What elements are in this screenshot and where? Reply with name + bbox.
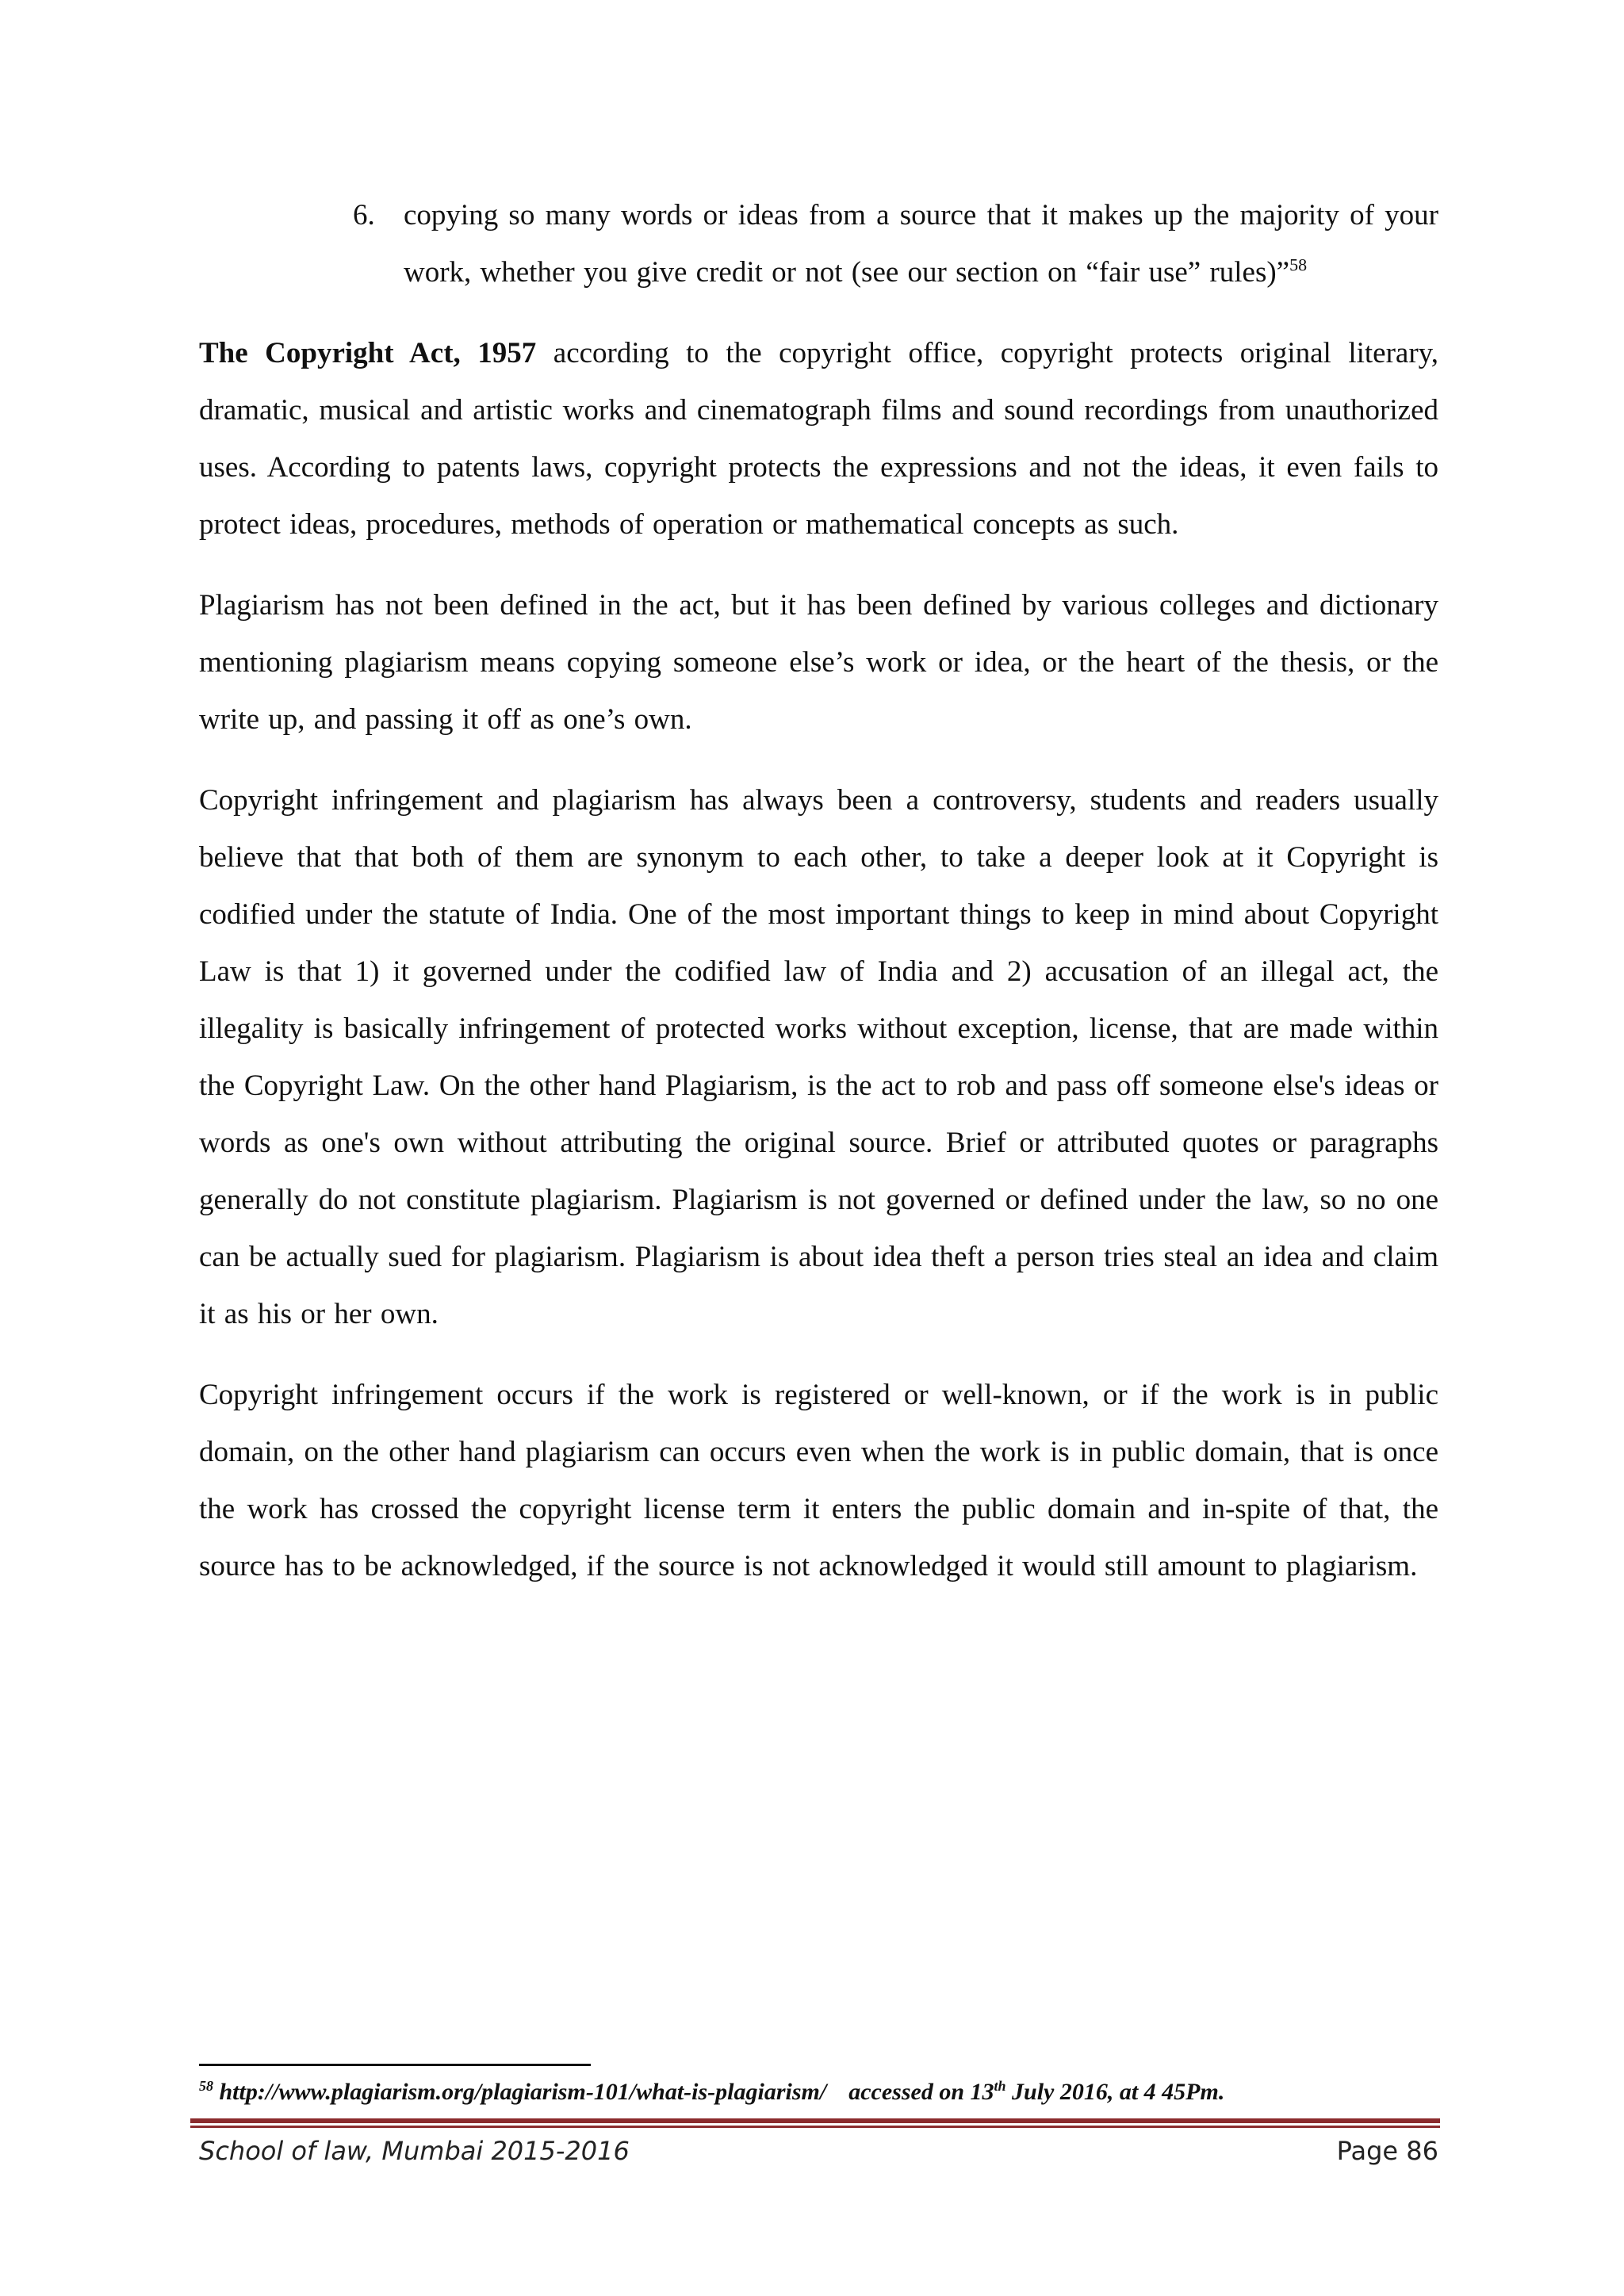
footnote-accessed-rest: July 2016, at 4 45Pm. [1005,2079,1225,2105]
footnote-accessed: accessed on 13 [848,2079,994,2105]
paragraph-copyright-act [199,325,1438,553]
copyright-act-heading: The Copyright Act, 1957 [199,337,537,369]
paragraph-public-domain: Copyright infringement occurs if the work is registered or well-known, or if the work is in public domain, on the other hand plagiarism can occurs even when the work is in public domain, that is once the work has crossed the copyright license term it enters the public domain and in-spite of that, the source has to be acknowledged, if the source is not acknowledged it would still amount to plagiarism. [199,1379,1438,1582]
footnote-ref[interactable]: 58 [1289,254,1308,275]
page-body [199,187,1438,1619]
footer-institution: School of law, Mumbai 2015-2016 [199,2136,630,2166]
list-item-6 [353,187,1438,301]
footnote-separator [199,2064,591,2066]
paragraph-text: according to the copyright office, copyright protects original literary, dramatic, musical and artistic works and cinematograph films and sound recordings from unauthorized uses. According to patents laws, copyright protects the expressions and not the ideas, it even fails to protect ideas, procedures, methods of operation or mathematical concepts as such. [199,337,1438,541]
footnote-url[interactable]: http://www.plagiarism.org/plagiarism-101/what-is-plagiarism/ [219,2079,827,2105]
paragraph-plagiarism-definition: Plagiarism has not been defined in the act, but it has been defined by various colleges and dictionary mentioning plagiarism means copying someone else’s work or idea, or the heart of the thesis, or the write up, and passing it off as one’s own. [199,589,1438,736]
paragraph-infringement-vs-plagiarism: Copyright infringement and plagiarism has always been a controversy, students and readers usually believe that that both of them are synonym to each other, to take a deeper look at it Copyright is codified under the statute of India. One of the most important things to keep in mind about Copyright Law is that 1) it governed under the codified law of India and 2) accusation of an illegal act, the illegality is basically infringement of protected works without exception, license, that are made within the Copyright Law. On the other hand Plagiarism, is the act to rob and pass off someone else's ideas or words as one's own without attributing the original source. Brief or attributed quotes or paragraphs generally do not constitute plagiarism. Plagiarism is not governed or defined under the law, so no one can be actually sued for plagiarism. Plagiarism is about idea theft a person tries steal an idea and claim it as his or her own. [199,784,1438,1330]
footnote [199,2079,1468,2106]
footer-rule-thick [190,2118,1440,2123]
footer-rule-thin [190,2126,1440,2128]
footnote-number: 58 [199,2078,213,2094]
list-item-text: copying so many words or ideas from a source that it makes up the majority of your work, whether you give credit or not (see our section on “fair use” rules)” [404,199,1438,289]
page-number: Page 86 [1336,2136,1438,2166]
footnote-accessed-sup: th [994,2078,1006,2094]
list-number: 6. [353,199,375,232]
